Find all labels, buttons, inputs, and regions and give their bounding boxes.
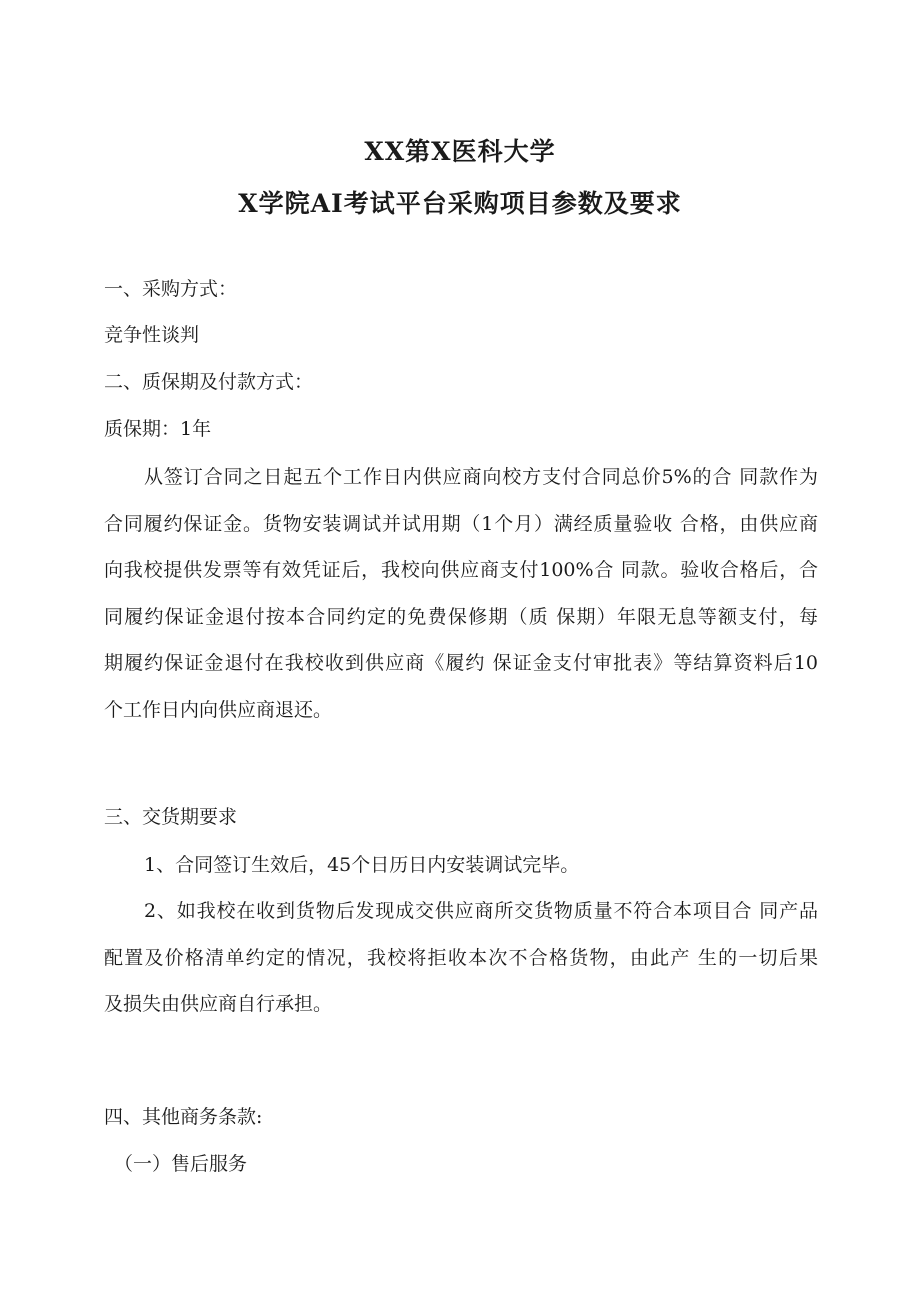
paragraph-line: 同履约保证金退付按本合同约定的免费保修期（质 保期）年限无息等额支付，每 xyxy=(104,605,818,628)
section-2-warranty: 质保期：1年 xyxy=(104,418,212,440)
paragraph-line: 1、合同签订生效后，45个日历日内安装调试完毕。 xyxy=(144,854,580,876)
section-1-body: 竞争性谈判 xyxy=(104,324,200,346)
paragraph-line: 从签订合同之日起五个工作日内供应商向校方支付合同总价5%的合 同款作为 xyxy=(144,466,818,488)
paragraph-line: 配置及价格清单约定的情况，我校将拒收本次不合格货物，由此产 生的一切后果 xyxy=(104,946,818,969)
section-3-item-2 xyxy=(104,888,818,1028)
section-3-item-1 xyxy=(104,842,818,889)
section-1-heading: 一、采购方式： xyxy=(104,278,238,300)
section-4-heading: 四、其他商务条款: xyxy=(104,1106,263,1128)
section-2-payment-paragraph xyxy=(104,454,818,733)
section-4-subheading-after-sales: （一）售后服务 xyxy=(114,1153,248,1175)
section-2-heading: 二、质保期及付款方式： xyxy=(104,371,314,393)
paragraph-line: 向我校提供发票等有效凭证后，我校向供应商支付100%合 同款。验收合格后，合 xyxy=(104,559,818,581)
paragraph-line: 期履约保证金退付在我校收到供应商《履约 保证金支付审批表》等结算资料后10 xyxy=(104,652,818,674)
paragraph-line: 个工作日内向供应商退还。 xyxy=(104,698,333,721)
document-title-line-2: X学院AI考试平台采购项目参数及要求 xyxy=(238,189,682,218)
section-3-heading: 三、交货期要求 xyxy=(104,806,238,828)
paragraph-line: 合同履约保证金。货物安装调试并试用期（1个月）满经质量验收 合格，由供应商 xyxy=(104,512,818,535)
document-title-line-1: XX第X医科大学 xyxy=(364,137,556,166)
paragraph-line: 及损失由供应商自行承担。 xyxy=(104,993,333,1015)
paragraph-line: 2、如我校在收到货物后发现成交供应商所交货物质量不符合本项目合 同产品 xyxy=(144,900,818,922)
